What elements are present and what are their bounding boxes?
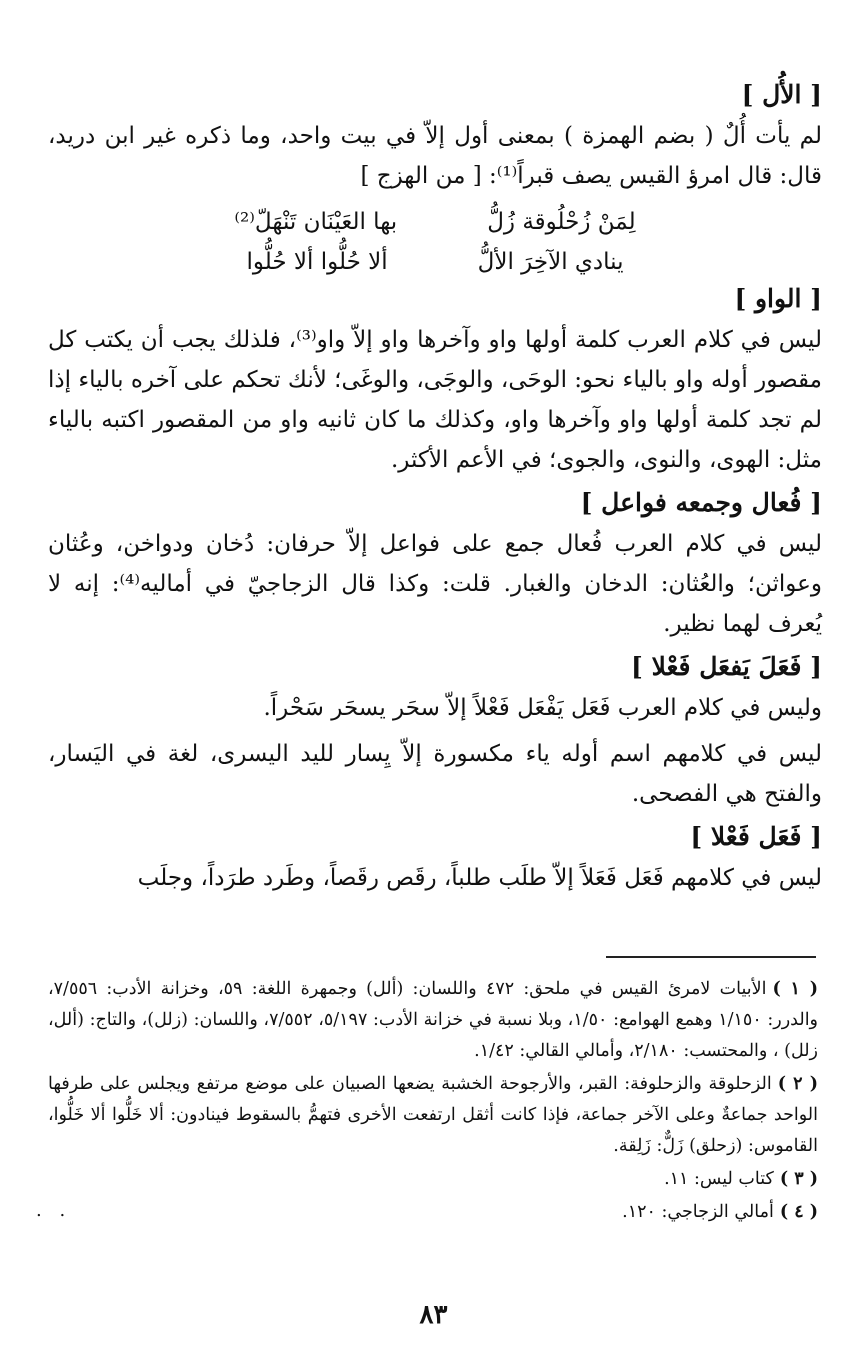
paragraph: ليس في كلام العرب فُعال جمع على فواعل إلاّ حرفان: دُخان ودواخن، وعُثان وعواثن؛ والعُثان: الدخان والغبار. قلت: وكذا قال الزجاجيّ في أماليه⁽⁴⁾: إنه لا يُعرف لهما نظير. — [48, 531, 822, 637]
footnote-text: الزحلوقة والزحلوفة: القبر، والأرجوحة الخشبة يضعها الصبيان على موضع مرتفع ويجلس على طرفها الواحد جماعةٌ وعلى الآخر جماعة، فإذا كانت أثقل ارتفعت الأخرى فتهمُّ بالسقوط فينادون: ألا خَلُّوا ألا خَلُّوا، القاموس: (زحلق) زَلٌّ: زَلِقة. — [48, 1074, 818, 1156]
footnote-number: ( ٤ ) — [779, 1202, 818, 1222]
paragraph: ليس في كلامهم فَعَل فَعَلاً إلاّ طلَب طلباً، رقَص رقَصاً، وطَرد طرَداً، وجلَب — [137, 865, 822, 891]
footnote — [48, 1164, 818, 1195]
footnote-text: أمالي الزجاجي: ١٢٠. — [622, 1202, 774, 1222]
footnote — [48, 1197, 818, 1228]
paragraph: ليس في كلامهم اسم أوله ياء مكسورة إلاّ يِسار لليد اليسرى، لغة في اليَسار، والفتح هي الفصحى. — [48, 741, 822, 807]
footnote-text: الأبيات لامرئ القيس في ملحق: ٤٧٢ واللسان: (ألل) وجمهرة اللغة: ٥٩، وخزانة الأدب: ٧/٥٥٦، والدرر: ١/١٥٠ وهمع الهوامع: ١/٥٠، وبلا نسبة في خزانة الأدب: ٥/١٩٧، ٧/٥٥٢، واللسان: (زلل)، والتاج: (ألل، زلل) ، والمحتسب: ٢/١٨٠، وأمالي القالي: ١/٤٢. — [48, 979, 819, 1061]
section-heading: [ الأُل ] — [741, 80, 822, 109]
paragraph: وليس في كلام العرب فَعَل يَفْعَل فَعْلاً إلاّ سحَر يسحَر سَحْراً. — [263, 695, 822, 721]
verse-first-hemistich: لِمَنْ زُحْلُوقة زُلُّ — [487, 209, 636, 235]
paragraph: ليس في كلام العرب كلمة أولها واو وآخرها واو إلاّ واو⁽³⁾، فلذلك يجب أن يكتب كل مقصور أوله واو بالياء نحو: الوحَى، والوجَى، والوغَى؛ لأنك تحكم على آخره بالياء إذا لم تجد كلمة أولها واو وآخرها واو، وكذلك ما كان ثانيه واو من المقصور اكتبه بالياء مثل: الهوى، والنوى، والجوى؛ في الأعم الأكثر. — [48, 327, 822, 473]
verse-line — [48, 242, 822, 282]
footnote-number: ( ١ ) — [772, 979, 819, 999]
footnote — [48, 974, 818, 1067]
verse-first-hemistich: ينادي الآخِرَ الألُّ — [477, 249, 624, 275]
footnote-number: ( ٢ ) — [777, 1074, 818, 1094]
footnotes — [48, 974, 818, 1230]
section-heading: [ فَعَل فَعْلا ] — [690, 822, 822, 851]
verse-line — [48, 202, 822, 242]
section-heading: [ الواو ] — [734, 284, 822, 313]
footnote — [48, 1069, 818, 1162]
section-heading: [ فُعال وجمعه فواعل ] — [580, 488, 822, 517]
footnote-text: كتاب ليس: ١١. — [664, 1169, 774, 1189]
page-number: ٨٣ — [419, 1300, 448, 1330]
verse-second-hemistich: بها العَيْنَان تَنْهَلّ⁽²⁾ — [234, 209, 398, 235]
footnote-separator — [606, 956, 816, 958]
margin-dots: . . — [36, 1200, 72, 1221]
verse-second-hemistich: ألا حُلُّوا ألا حُلُّوا — [246, 249, 388, 275]
paragraph: لم يأت أُلٌ ( بضم الهمزة ) بمعنى أول إلاّ في بيت واحد، وما ذكره غير ابن دريد، قال: قال امرؤ القيس يصف قبراً⁽¹⁾: [ من الهزج ] — [48, 123, 822, 189]
main-text — [48, 78, 822, 904]
footnote-number: ( ٣ ) — [779, 1169, 818, 1189]
section-heading: [ فَعَلَ يَفعَل فَعْلا ] — [631, 652, 822, 681]
